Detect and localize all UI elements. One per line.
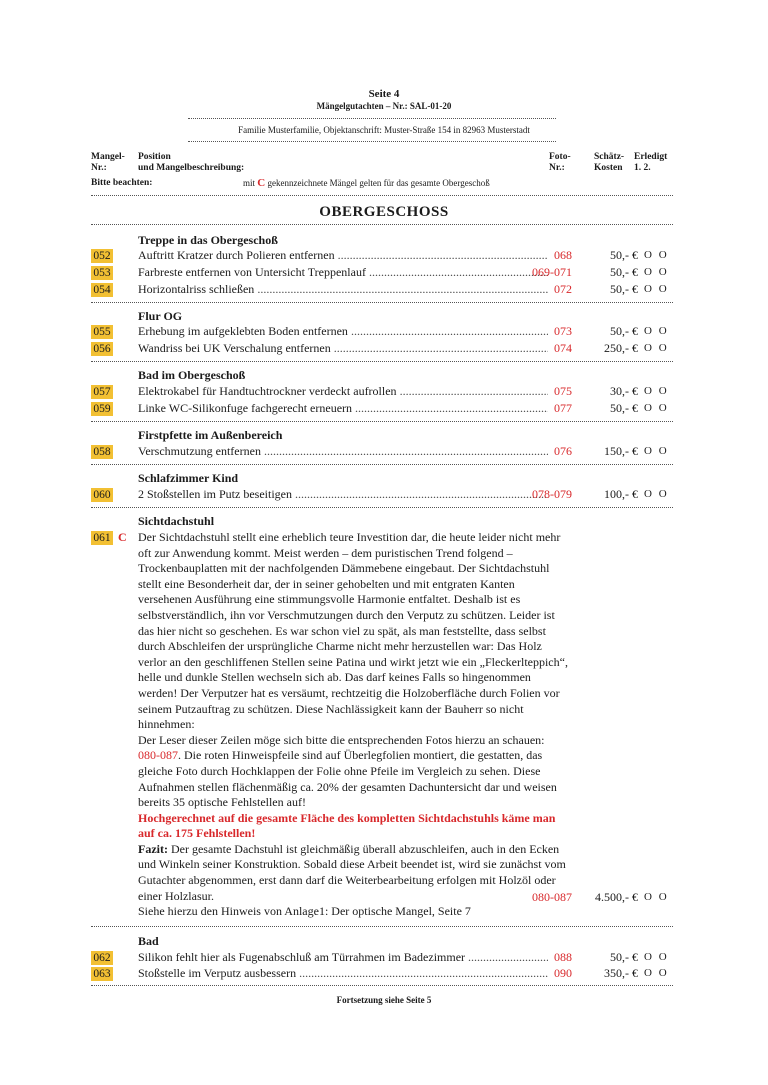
- photo-number: 068: [554, 248, 572, 262]
- defect-description: Erhebung im aufgeklebten Boden entfernen .....: [138, 324, 548, 339]
- photo-number: 074: [554, 341, 572, 355]
- photo-number: 073: [554, 324, 572, 338]
- defect-description: Verschmutzung entfernen .....: [138, 444, 548, 459]
- defect-number: 063: [91, 967, 113, 981]
- cost-estimate: 150,- €: [604, 444, 638, 458]
- done-checkboxes[interactable]: O O: [644, 951, 669, 963]
- client-line: Familie Musterfamilie, Objektanschrift: Muster-Straße 154 in 82963 Musterstadt: [238, 125, 530, 135]
- section-title: OBERGESCHOSS: [319, 204, 449, 220]
- cost-estimate: 50,- €: [610, 282, 638, 296]
- group-title: Treppe in das Obergeschoß: [138, 233, 278, 247]
- col-header-foto: Foto- Nr.:: [549, 152, 571, 173]
- cost-estimate: 250,- €: [604, 341, 638, 355]
- cost-estimate: 100,- €: [604, 487, 638, 501]
- defect-description: 2 Stoßstellen im Putz beseitigen .....: [138, 487, 548, 502]
- col-header-cost: Schätz- Kosten: [594, 152, 625, 173]
- divider: [91, 224, 673, 225]
- photo-number: 080-087: [532, 890, 572, 904]
- done-checkboxes[interactable]: O O: [644, 342, 669, 354]
- photo-number: 077: [554, 401, 572, 415]
- paragraph: Siehe hierzu den Hinweis von Anlage1: Der optische Mangel, Seite 7: [138, 904, 471, 919]
- defect-description: Wandriss bei UK Verschalung entfernen .....: [138, 341, 548, 356]
- photo-number: 090: [554, 966, 572, 980]
- defect-number: 059: [91, 402, 113, 416]
- divider: [91, 195, 673, 196]
- done-checkboxes[interactable]: O O: [644, 488, 669, 500]
- divider: [91, 361, 673, 362]
- defect-number: 057: [91, 385, 113, 399]
- page-number: Seite 4: [368, 88, 400, 100]
- paragraph: Der Leser dieser Zeilen möge sich bitte die entsprechenden Fotos hierzu an schauen: 080-087. Die roten Hinweispfeile sind auf Überlegfolien montiert, die gestatten, das gleiche Foto durch Hochklappen der Folie ohne Pfeile im Vergleich zu sehen. Diese Aufnahmen stellen flächenmäßig ca. 20% der gesamten Dachuntersicht dar und weisen bereits 35 optische Fehlstellen auf!: [138, 732, 557, 810]
- divider: [91, 302, 673, 303]
- highlight-paragraph: Hochgerechnet auf die gesamte Fläche des kompletten Sichtdachstuhls käme man auf ca. 175 Fehlstellen!: [138, 810, 556, 841]
- cost-estimate: 50,- €: [610, 324, 638, 338]
- done-checkboxes[interactable]: O O: [644, 445, 669, 457]
- col-header-done: Erledigt 1. 2.: [634, 152, 668, 173]
- cost-estimate: 50,- €: [610, 265, 638, 279]
- photo-number: 088: [554, 950, 572, 964]
- defect-number: 056: [91, 342, 113, 356]
- photo-number: 078-079: [532, 487, 572, 501]
- defect-number: 052: [91, 249, 113, 263]
- defect-description: Elektrokabel für Handtuchtrockner verdeckt aufrollen .....: [138, 384, 548, 399]
- c-mark: C: [118, 530, 127, 544]
- group-title: Sichtdachstuhl: [138, 514, 215, 528]
- sichtdachstuhl-text: [138, 530, 568, 920]
- defect-description: Stoßstelle im Verputz ausbessern .....: [138, 966, 548, 981]
- photo-number: 076: [554, 444, 572, 458]
- done-checkboxes[interactable]: O O: [644, 891, 669, 903]
- done-checkboxes[interactable]: O O: [644, 402, 669, 414]
- defect-description: Farbreste entfernen von Untersicht Treppenlauf .....: [138, 265, 548, 280]
- defect-description: Auftritt Kratzer durch Polieren entfernen .....: [138, 248, 548, 263]
- cost-estimate: 50,- €: [610, 950, 638, 964]
- defect-number: 054: [91, 283, 113, 297]
- group-title: Firstpfette im Außenbereich: [138, 428, 283, 442]
- defect-number: 061: [91, 531, 113, 545]
- cost-estimate: 4.500,- €: [595, 890, 638, 904]
- defect-description: Horizontalriss schließen .....: [138, 282, 548, 297]
- defect-number: 060: [91, 488, 113, 502]
- group-title: Schlafzimmer Kind: [138, 471, 239, 485]
- defect-number: 055: [91, 325, 113, 339]
- done-checkboxes[interactable]: O O: [644, 283, 669, 295]
- defect-number: 062: [91, 951, 113, 965]
- divider: [188, 141, 556, 142]
- c-mark: C: [257, 177, 266, 189]
- report-subtitle: Mängelgutachten – Nr.: SAL-01-20: [316, 101, 452, 111]
- divider: [188, 118, 556, 119]
- divider: [91, 926, 673, 927]
- photo-number: 069-071: [532, 265, 572, 279]
- defect-description: Silikon fehlt hier als Fugenabschluß am Türrahmen im Badezimmer .....: [138, 950, 548, 965]
- cost-estimate: 30,- €: [610, 384, 638, 398]
- group-title: Flur OG: [138, 309, 183, 323]
- col-header-position: Position und Mangelbeschreibung:: [138, 152, 245, 173]
- defect-description: Linke WC-Silikonfuge fachgerecht erneuern .....: [138, 401, 548, 416]
- done-checkboxes[interactable]: O O: [644, 249, 669, 261]
- paragraph: Fazit: Der gesamte Dachstuhl ist gleichmäßig überall abzuschleifen, auch in den Ecken und Winkeln seiner Konstruktion. Sobald diese Arbeit beendet ist, wird sie zunächst vom Gutachter abgenommen, erst dann darf die Weiterbearbeitung erfolgen mit Holzöl oder einer Holzlasur.: [138, 841, 566, 903]
- group-title: Bad: [138, 934, 159, 948]
- done-checkboxes[interactable]: O O: [644, 385, 669, 397]
- divider: [91, 464, 673, 465]
- cost-estimate: 350,- €: [604, 966, 638, 980]
- divider: [91, 507, 673, 508]
- done-checkboxes[interactable]: O O: [644, 967, 669, 979]
- done-checkboxes[interactable]: O O: [644, 325, 669, 337]
- notice-text: mit C gekennzeichnete Mängel gelten für das gesamte Obergeschoß: [243, 177, 490, 189]
- defect-number: 058: [91, 445, 113, 459]
- defect-number: 053: [91, 266, 113, 280]
- cost-estimate: 50,- €: [610, 248, 638, 262]
- paragraph: Der Sichtdachstuhl stellt eine erheblich teure Investition dar, die heute leider nicht mehr oft zur Anwendung kommt. Meist werden – dem puristischen Trend folgend – Trockenbauplatten mit der nachfolgenden Dämmebene eingebaut. Der Sichtdachstuhl stellt eine Besonderheit dar, der in seiner gehobelten und mit entgraten Kanten versehenen Ausführung eine stimmungsvolle Harmonie entfaltet. Deshalb ist es selbstverständlich, ihn vor Verschmutzungen durch den Verputz zu schützen. Leider ist das hier nicht so geschehen. Es war schon viel zu spät, als man feststellte, dass selbst durch Abschleifen der ursprüngliche Charme nicht mehr herzustellen war: Das Holz verlor an den geschliffenen Stellen seine Patina und wirkt jetzt wie ein „Fleckerlteppich“, helle und dunkle Stellen wechseln sich ab. Das darf keines Falls so hingenommen werden! Der Verputzer hat es versäumt, rechtzeitig die Holzoberfläche durch Folien vor seinem Putzauftrag zu schützen. Diese Nachlässigkeit kann der Bauherr so nicht hinnehmen:: [138, 530, 568, 732]
- photo-number: 075: [554, 384, 572, 398]
- photo-reference: 080-087: [138, 748, 178, 763]
- divider: [91, 985, 673, 986]
- group-title: Bad im Obergeschoß: [138, 368, 246, 382]
- col-header-num: Mangel- Nr.:: [91, 152, 125, 173]
- photo-number: 072: [554, 282, 572, 296]
- footer-continuation: Fortsetzung siehe Seite 5: [336, 995, 432, 1005]
- notice-label: Bitte beachten:: [91, 178, 153, 188]
- done-checkboxes[interactable]: O O: [644, 266, 669, 278]
- divider: [91, 421, 673, 422]
- cost-estimate: 50,- €: [610, 401, 638, 415]
